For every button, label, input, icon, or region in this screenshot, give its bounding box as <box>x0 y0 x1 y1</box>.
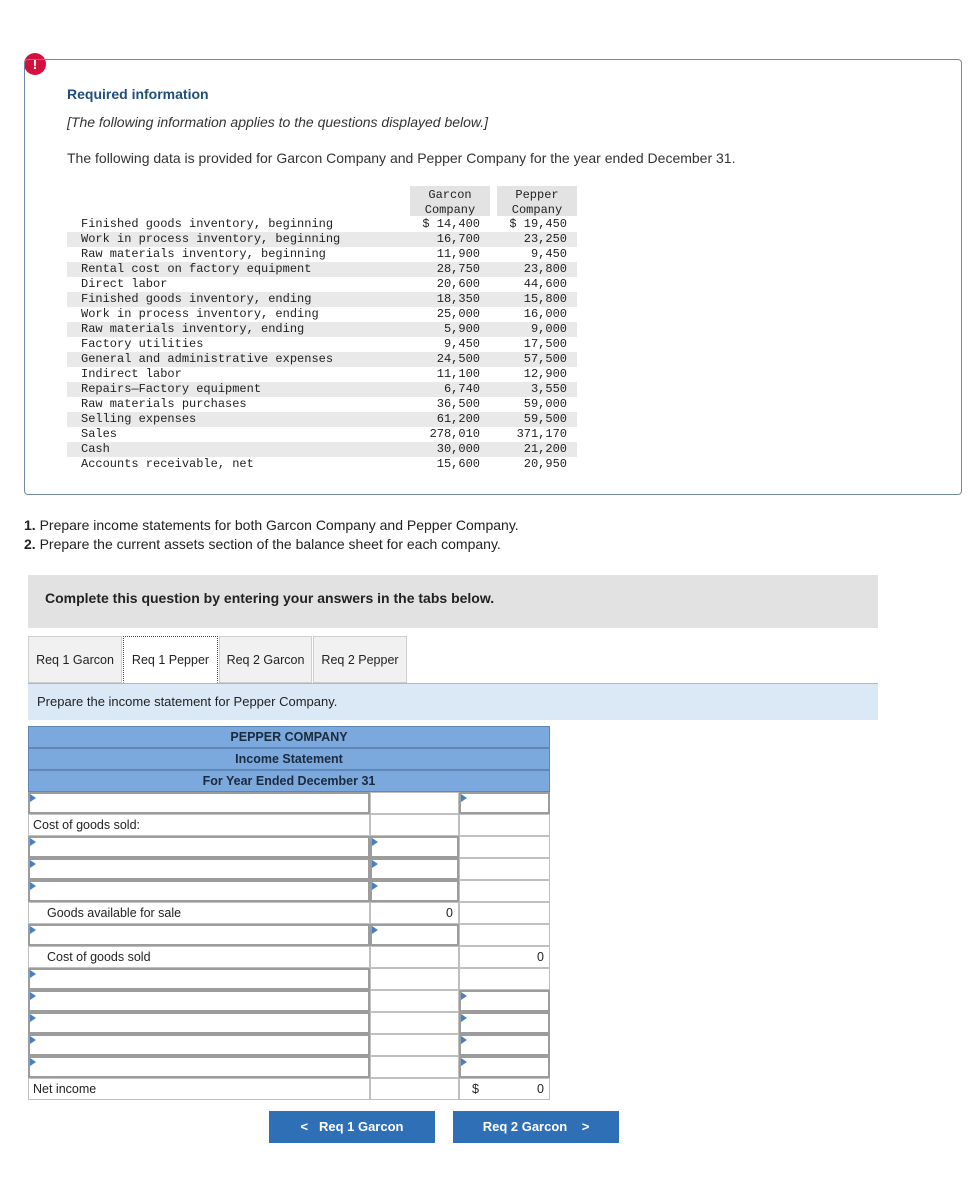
required-info-title: Required information <box>67 86 209 102</box>
input-total-cell[interactable] <box>459 1056 550 1078</box>
question-2 <box>24 536 501 552</box>
data-row-label: Work in process inventory, beginning <box>81 232 341 246</box>
garcon-header-line1: Garcon <box>428 188 472 202</box>
statement-row-label: Goods available for sale <box>47 906 182 920</box>
amount-cell <box>370 814 459 836</box>
amount-cell <box>370 1056 459 1078</box>
garcon-value: 24,500 <box>436 352 480 366</box>
amount-cell <box>370 990 459 1012</box>
amount-cell <box>370 946 459 968</box>
garcon-value: 30,000 <box>436 442 480 456</box>
garcon-value: 20,600 <box>436 277 480 291</box>
input-total-cell[interactable] <box>459 1034 550 1056</box>
data-table-row <box>67 382 577 397</box>
tab-req1-garcon[interactable]: Req 1 Garcon <box>28 636 122 683</box>
total-cell <box>459 946 550 968</box>
input-amount-cell[interactable] <box>370 880 459 902</box>
garcon-value: 278,010 <box>429 427 480 441</box>
prev-button[interactable] <box>269 1111 435 1143</box>
garcon-value: 15,600 <box>436 457 480 471</box>
question-1-number: 1. <box>24 517 36 533</box>
input-label-cell[interactable] <box>28 968 370 990</box>
garcon-value: 25,000 <box>436 307 480 321</box>
data-table-row <box>67 442 577 457</box>
data-table-row <box>67 337 577 352</box>
cogs-value: 0 <box>537 950 544 964</box>
pepper-value: 17,500 <box>523 337 567 351</box>
input-label-cell[interactable] <box>28 1012 370 1034</box>
total-cell <box>459 880 550 902</box>
required-info-subtitle: [The following information applies to the questions displayed below.] <box>67 114 489 130</box>
next-button-label: Req 2 Garcon <box>482 1119 568 1134</box>
input-amount-cell[interactable] <box>370 924 459 946</box>
garcon-value: 11,900 <box>436 247 480 261</box>
data-row-label: Raw materials inventory, ending <box>81 322 305 336</box>
label-cell <box>28 902 370 924</box>
pepper-value: 371,170 <box>516 427 567 441</box>
total-cell <box>459 968 550 990</box>
garcon-value: 28,750 <box>436 262 480 276</box>
input-label-cell[interactable] <box>28 836 370 858</box>
input-total-cell[interactable] <box>459 1012 550 1034</box>
pepper-header-line1: Pepper <box>515 188 559 202</box>
data-row-label: Raw materials purchases <box>81 397 247 411</box>
pepper-value: 3,550 <box>530 382 567 396</box>
statement-row-label: Cost of goods sold: <box>33 818 141 832</box>
data-row-label: Finished goods inventory, beginning <box>81 217 334 231</box>
data-row-label: Accounts receivable, net <box>81 457 254 471</box>
tab-req2-pepper[interactable]: Req 2 Pepper <box>313 636 407 683</box>
input-label-cell[interactable] <box>28 1056 370 1078</box>
garcon-column-header <box>410 188 490 218</box>
data-row-label: Factory utilities <box>81 337 204 351</box>
garcon-value: 36,500 <box>436 397 480 411</box>
pepper-value: 59,500 <box>523 412 567 426</box>
data-table-row <box>67 352 577 367</box>
data-table-row <box>67 262 577 277</box>
prev-button-label: Req 1 Garcon <box>318 1119 404 1134</box>
garcon-value: 16,700 <box>436 232 480 246</box>
label-cell <box>28 814 370 836</box>
input-label-cell[interactable] <box>28 858 370 880</box>
input-label-cell[interactable] <box>28 1034 370 1056</box>
input-label-cell[interactable] <box>28 990 370 1012</box>
data-table-row <box>67 322 577 337</box>
data-row-label: Raw materials inventory, beginning <box>81 247 326 261</box>
question-1 <box>24 517 519 533</box>
data-row-label: Rental cost on factory equipment <box>81 262 312 276</box>
data-row-label: Direct labor <box>81 277 168 291</box>
pepper-column-header <box>497 188 577 218</box>
garcon-value: $ 14,400 <box>422 217 480 231</box>
statement-period: For Year Ended December 31 <box>28 770 550 792</box>
question-1-text: Prepare income statements for both Garcon Company and Pepper Company. <box>35 517 519 533</box>
garcon-value: 11,100 <box>436 367 480 381</box>
statement-row-label: Cost of goods sold <box>47 950 151 964</box>
garcon-value: 61,200 <box>436 412 480 426</box>
instruction-text: Complete this question by entering your answers in the tabs below. <box>45 590 495 606</box>
label-cell <box>28 1078 370 1100</box>
data-table-row <box>67 277 577 292</box>
chevron-left-icon: < <box>300 1119 309 1134</box>
data-table-row <box>67 247 577 262</box>
pepper-value: 23,800 <box>523 262 567 276</box>
pepper-value: 9,000 <box>530 322 567 336</box>
total-cell <box>459 1078 550 1100</box>
pepper-value: 20,950 <box>523 457 567 471</box>
data-table-row <box>67 292 577 307</box>
data-row-label: Sales <box>81 427 118 441</box>
garcon-value: 5,900 <box>443 322 480 336</box>
total-cell <box>459 858 550 880</box>
pepper-value: 44,600 <box>523 277 567 291</box>
amount-cell <box>370 968 459 990</box>
input-label-cell[interactable] <box>28 924 370 946</box>
question-2-number: 2. <box>24 536 36 552</box>
pepper-value: 23,250 <box>523 232 567 246</box>
data-row-label: Work in process inventory, ending <box>81 307 319 321</box>
total-cell <box>459 814 550 836</box>
garcon-value: 9,450 <box>443 337 480 351</box>
input-total-cell[interactable] <box>459 990 550 1012</box>
statement-title: Income Statement <box>28 748 550 770</box>
data-table-row <box>67 427 577 442</box>
data-table-row <box>67 412 577 427</box>
pepper-value: 59,000 <box>523 397 567 411</box>
statement-row-label: Net income <box>33 1082 97 1096</box>
goods-available-value: 0 <box>446 906 453 920</box>
data-row-label: Indirect labor <box>81 367 182 381</box>
pepper-value: 15,800 <box>523 292 567 306</box>
input-amount-cell[interactable] <box>370 858 459 880</box>
statement-company-name: PEPPER COMPANY <box>28 726 550 748</box>
data-table-row <box>67 307 577 322</box>
net-income-dollar-sign: $ <box>472 1082 479 1096</box>
net-income-value: 0 <box>537 1082 544 1096</box>
pepper-value: 57,500 <box>523 352 567 366</box>
data-row-label: Finished goods inventory, ending <box>81 292 312 306</box>
data-row-label: Repairs—Factory equipment <box>81 382 262 396</box>
alert-icon: ! <box>24 53 46 75</box>
amount-cell <box>370 1012 459 1034</box>
data-row-label: General and administrative expenses <box>81 352 334 366</box>
data-table-row <box>67 217 577 232</box>
pepper-value: 12,900 <box>523 367 567 381</box>
required-info-intro: The following data is provided for Garcon Company and Pepper Company for the year ended December 31. <box>67 150 736 166</box>
pepper-value: 16,000 <box>523 307 567 321</box>
next-button[interactable] <box>453 1111 619 1143</box>
total-cell <box>459 836 550 858</box>
amount-cell <box>370 792 459 814</box>
input-amount-cell[interactable] <box>370 836 459 858</box>
tab-req1-pepper[interactable]: Req 1 Pepper <box>123 636 218 683</box>
data-table-row <box>67 367 577 382</box>
data-table-row <box>67 457 577 472</box>
amount-cell <box>370 1078 459 1100</box>
garcon-header-line2: Company <box>424 203 476 217</box>
pepper-header-line2: Company <box>511 203 563 217</box>
tab-instruction-text: Prepare the income statement for Pepper Company. <box>37 694 338 709</box>
data-row-label: Cash <box>81 442 110 456</box>
question-2-text: Prepare the current assets section of the balance sheet for each company. <box>35 536 501 552</box>
total-cell <box>459 924 550 946</box>
data-table-row <box>67 232 577 247</box>
garcon-value: 18,350 <box>436 292 480 306</box>
amount-cell <box>370 902 459 924</box>
input-total-cell[interactable] <box>459 792 550 814</box>
garcon-value: 6,740 <box>443 382 480 396</box>
instruction-banner <box>28 575 878 628</box>
tab-req2-garcon[interactable]: Req 2 Garcon <box>219 636 312 683</box>
pepper-value: 9,450 <box>530 247 567 261</box>
input-label-cell[interactable] <box>28 792 370 814</box>
pepper-value: $ 19,450 <box>509 217 567 231</box>
total-cell <box>459 902 550 924</box>
tab-instruction-bar <box>28 683 878 720</box>
input-label-cell[interactable] <box>28 880 370 902</box>
data-table-row <box>67 397 577 412</box>
amount-cell <box>370 1034 459 1056</box>
data-row-label: Selling expenses <box>81 412 197 426</box>
chevron-right-icon: > <box>581 1119 590 1134</box>
pepper-value: 21,200 <box>523 442 567 456</box>
label-cell <box>28 946 370 968</box>
